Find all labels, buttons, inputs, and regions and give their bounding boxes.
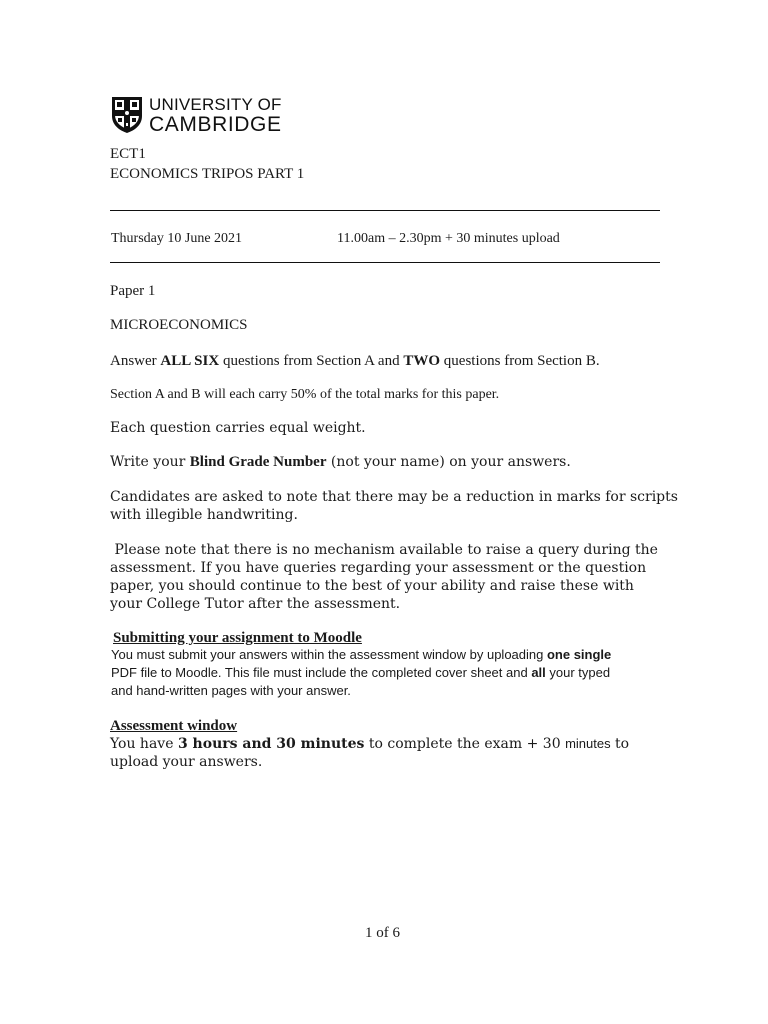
answer-two: TWO (403, 353, 441, 369)
blind-grade-instruction (110, 454, 571, 471)
assessment-window-heading: Assessment window (110, 718, 238, 734)
answer-post: questions from Section B. (440, 353, 600, 369)
answer-pre: Answer (110, 353, 161, 369)
answer-mid: questions from Section A and (219, 353, 404, 369)
exam-time: 11.00am – 2.30pm + 30 minutes upload (337, 231, 560, 246)
blind-grade-number: Blind Grade Number (189, 454, 327, 470)
sections-marks-note: Section A and B will each carry 50% of the total marks for this paper. (110, 387, 500, 402)
query-note-line-2: assessment. If you have queries regarding your assessment or the question (110, 560, 647, 576)
top-divider (110, 210, 660, 211)
submitting-heading: Submitting your assignment to Moodle (113, 630, 362, 646)
window-l1-pre: You have (110, 736, 178, 752)
logo-line-1: UNIVERSITY OF (149, 94, 282, 114)
submitting-l2-post: your typed (545, 665, 611, 680)
window-minutes: minutes (565, 736, 611, 751)
logo-line-2: CAMBRIDGE (149, 112, 282, 136)
blind-post: (not your name) on your answers. (326, 454, 571, 470)
submitting-line-3: and hand-written pages with your answer. (111, 683, 351, 698)
window-l1-end: to (610, 736, 630, 752)
handwriting-note-line-2: with illegible handwriting. (110, 507, 298, 523)
logo-wordmark (149, 96, 282, 135)
assessment-window-line-2: upload your answers. (110, 754, 263, 770)
bottom-divider (110, 262, 660, 263)
submitting-line-2 (111, 665, 610, 680)
exam-date: Thursday 10 June 2021 (111, 231, 243, 246)
submitting-l2-pre: PDF file to Moodle. This file must include the completed cover sheet and (111, 665, 532, 680)
page-number: 1 of 6 (365, 925, 400, 941)
window-l1-post: to complete the exam + 30 (364, 736, 566, 752)
paper-number: Paper 1 (110, 283, 156, 299)
submitting-line-1 (111, 647, 611, 662)
submitting-one-single: one single (546, 647, 612, 662)
tripos-title: ECONOMICS TRIPOS PART 1 (110, 166, 305, 182)
equal-weight-note: Each question carries equal weight. (110, 420, 366, 436)
submitting-l1-pre: You must submit your answers within the assessment window by uploading (111, 647, 547, 662)
university-logo (111, 96, 282, 134)
query-note-line-4: your College Tutor after the assessment. (110, 596, 401, 612)
answer-all-six: ALL SIX (160, 353, 220, 369)
course-code: ECT1 (110, 146, 146, 162)
answer-instruction (110, 353, 600, 370)
window-duration: 3 hours and 30 minutes (177, 736, 365, 752)
cambridge-crest-icon (111, 96, 143, 134)
handwriting-note-line-1: Candidates are asked to note that there may be a reduction in marks for scripts (110, 489, 678, 505)
query-note-line-3: paper, you should continue to the best of your ability and raise these with (110, 578, 634, 594)
paper-subject: MICROECONOMICS (110, 317, 248, 333)
query-note-line-1: Please note that there is no mechanism available to raise a query during the (110, 542, 658, 558)
submitting-all: all (531, 665, 546, 680)
assessment-window-line-1 (110, 736, 629, 752)
blind-pre: Write your (110, 454, 190, 470)
